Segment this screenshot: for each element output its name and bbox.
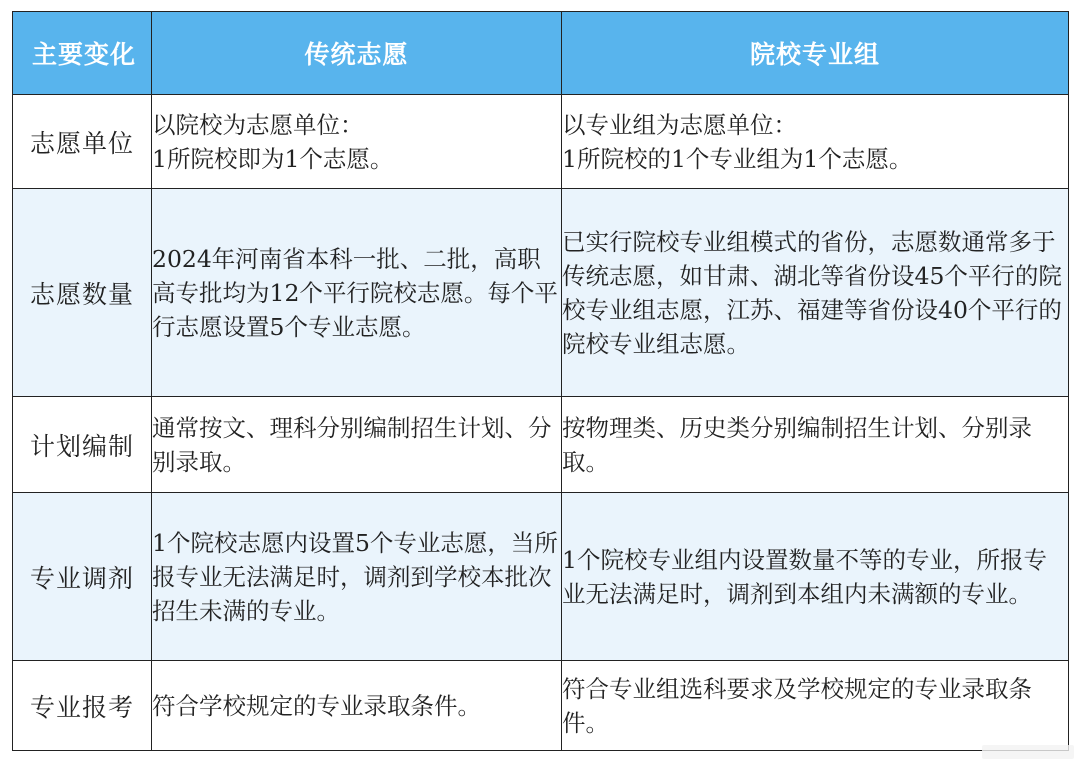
cell-line: 1所院校的1个专业组为1个志愿。 xyxy=(562,144,913,173)
header-traditional: 传统志愿 xyxy=(152,12,562,95)
row-label: 志愿数量 xyxy=(13,189,152,397)
row-label: 志愿单位 xyxy=(13,95,152,189)
table-row xyxy=(13,493,1069,661)
header-row xyxy=(13,12,1069,95)
group-cell: 按物理类、历史类分别编制招生计划、分别录取。 xyxy=(562,397,1069,493)
table-row xyxy=(13,95,1069,189)
table-row xyxy=(13,661,1069,751)
table-row xyxy=(13,189,1069,397)
row-label: 专业报考 xyxy=(13,661,152,751)
header-group: 院校专业组 xyxy=(562,12,1069,95)
traditional-cell xyxy=(152,95,562,189)
group-cell xyxy=(562,95,1069,189)
traditional-cell: 1个院校志愿内设置5个专业志愿，当所报专业无法满足时，调剂到学校本批次招生未满的专业。 xyxy=(152,493,562,661)
comparison-table xyxy=(12,11,1069,751)
group-cell: 1个院校专业组内设置数量不等的专业，所报专业无法满足时，调剂到本组内未满额的专业。 xyxy=(562,493,1069,661)
traditional-cell: 通常按文、理科分别编制招生计划、分别录取。 xyxy=(152,397,562,493)
cell-line: 以专业组为志愿单位： xyxy=(562,110,797,139)
watermark xyxy=(982,745,1074,759)
table-row xyxy=(13,397,1069,493)
header-change: 主要变化 xyxy=(13,12,152,95)
traditional-cell: 2024年河南省本科一批、二批，高职高专批均为12个平行院校志愿。每个平行志愿设置5个专业志愿。 xyxy=(152,189,562,397)
group-cell: 已实行院校专业组模式的省份，志愿数通常多于传统志愿，如甘肃、湖北等省份设45个平行的院校专业组志愿，江苏、福建等省份设40个平行的院校专业组志愿。 xyxy=(562,189,1069,397)
cell-line: 1所院校即为1个志愿。 xyxy=(152,144,394,173)
traditional-cell: 符合学校规定的专业录取条件。 xyxy=(152,661,562,751)
group-cell: 符合专业组选科要求及学校规定的专业录取条件。 xyxy=(562,661,1069,751)
cell-line: 以院校为志愿单位： xyxy=(152,110,364,139)
row-label: 计划编制 xyxy=(13,397,152,493)
row-label: 专业调剂 xyxy=(13,493,152,661)
